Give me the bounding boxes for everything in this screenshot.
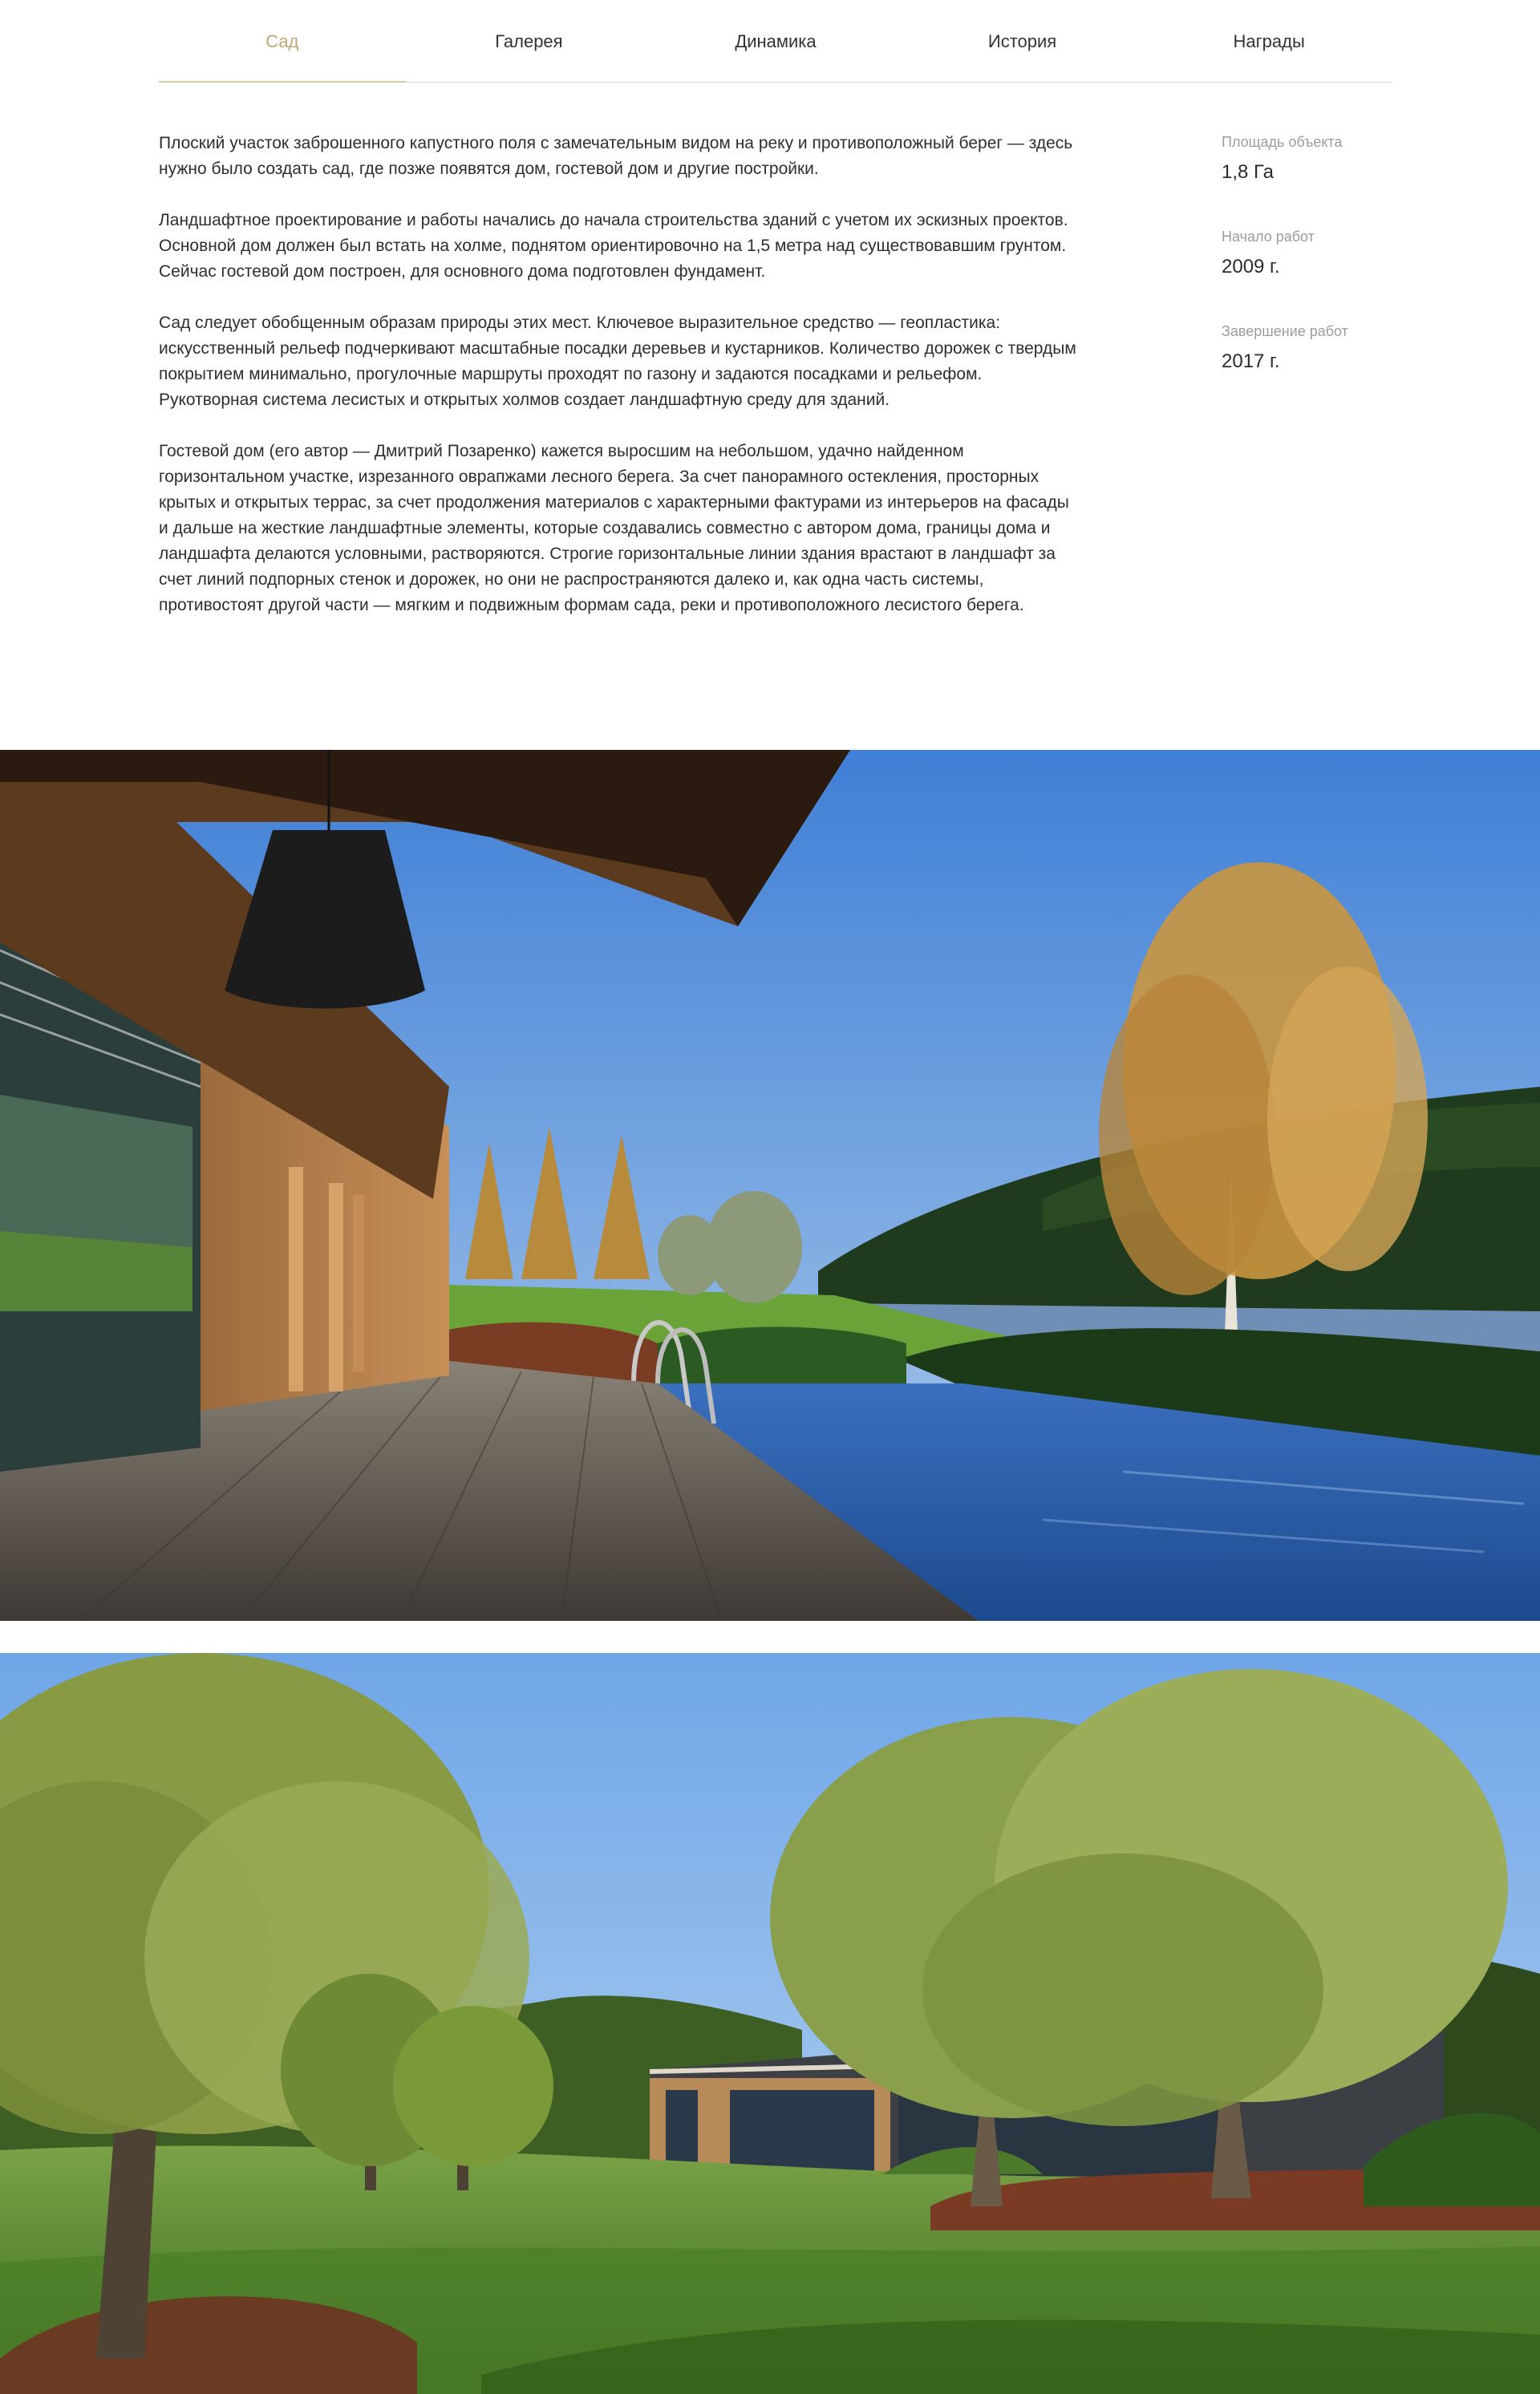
project-facts: [1222, 131, 1414, 415]
tab-label: Динамика: [735, 31, 817, 51]
tab-gallery[interactable]: [406, 0, 653, 82]
tab-history[interactable]: [899, 0, 1146, 82]
tab-dynamics[interactable]: [652, 0, 899, 82]
fact-end: [1222, 320, 1414, 375]
tab-awards[interactable]: [1145, 0, 1392, 82]
tab-label: История: [987, 31, 1057, 51]
tab-label: Галерея: [495, 31, 563, 51]
tab-label: Сад: [265, 31, 299, 51]
tab-label: Награды: [1233, 31, 1305, 51]
project-tabs: [159, 0, 1392, 83]
tab-garden[interactable]: [159, 0, 406, 82]
photo-guest-house: [0, 1653, 1540, 2394]
fact-start: [1222, 225, 1414, 280]
fact-value: 2009 г.: [1222, 256, 1280, 277]
fact-value: 1,8 Га: [1222, 161, 1275, 183]
fact-label: Начало работ: [1222, 229, 1315, 245]
fact-label: Площадь объекта: [1222, 134, 1343, 150]
description-paragraph: Сад следует обобщенным образам природы этих мест. Ключевое выразительное средство — геопластика: искусственный рельеф подчеркивают масштабные посадки деревьев и кустарников. Количество дорожек с твердым покрытием минимально, прогулочные маршруты проходят по газону и задаются посадками и рельефом. Рукотворная система лесистых и открытых холмов создает ландшафтную среду для зданий.: [159, 314, 1076, 409]
guest-house-illustration: [0, 1653, 1540, 2394]
terrace-pool-illustration: [0, 750, 1540, 1621]
description-paragraph: Плоский участок заброшенного капустного поля с замечательным видом на реку и противоположный берег — здесь нужно было создать сад, где позже появятся дом, гостевой дом и другие постройки.: [159, 134, 1073, 178]
project-description: [159, 131, 1081, 644]
fact-value: 2017 г.: [1222, 350, 1280, 372]
description-paragraph: Ландшафтное проектирование и работы начались до начала строительства зданий с учетом их эскизных проектов. Основной дом должен был встать на холме, поднятом ориентировочно на 1,5 метра над существовавшим грунтом. Сейчас гостевой дом построен, для основного дома подготовлен фундамент.: [159, 211, 1068, 281]
photo-terrace-pool: [0, 750, 1540, 1621]
fact-label: Завершение работ: [1222, 323, 1348, 339]
description-paragraph: Гостевой дом (его автор — Дмитрий Позаренко) кажется выросшим на небольшом, удачно найденном горизонтальном участке, изрезанного оврапжами лесного берега. За счет панорамного остекления, просторных крытых и открытых террас, за счет продолжения материалов с характерными фактурами из интерьеров на фасады и дальше на жесткие ландшафтные элементы, которые создавались совместно с автором дома, границы дома и ландшафта делаются условными, растворяются. Строгие горизонтальные линии здания врастают в ландшафт за счет линий подпорных стенок и дорожек, но они не распространяются далеко и, как одна часть системы, противостоят другой части — мягким и подвижным формам сада, реки и противоположного лесистого берега.: [159, 442, 1069, 614]
fact-area: [1222, 131, 1414, 185]
